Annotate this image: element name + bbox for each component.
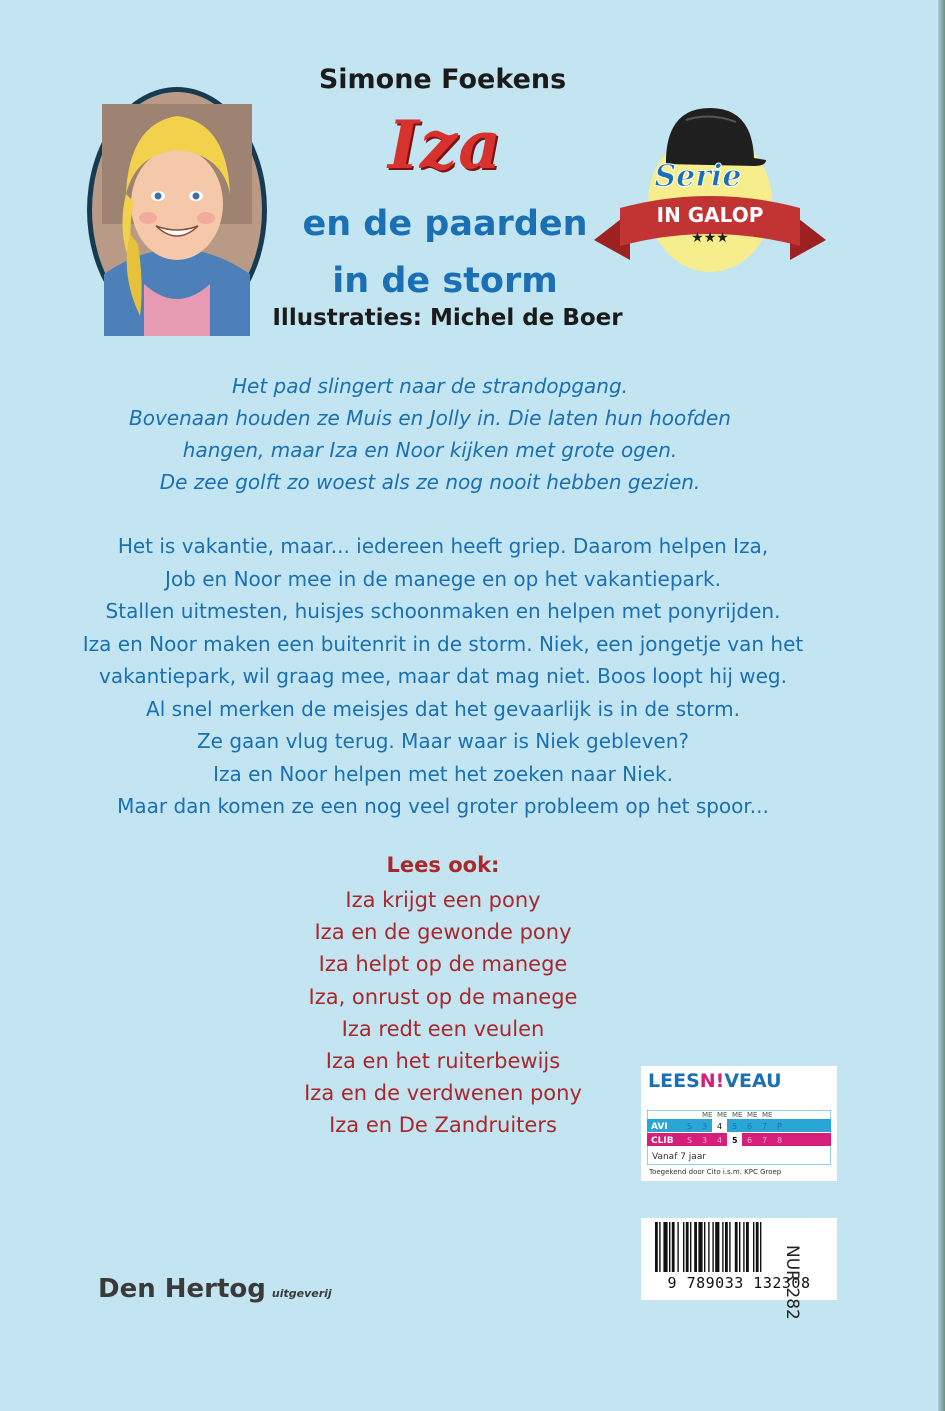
excerpt-line: Het pad slingert naar de strandopgang. [231,374,629,398]
avi-cell: 4 [717,1122,723,1131]
publisher-name: Den Hertog [98,1274,266,1304]
avi-cell: S [687,1122,693,1131]
barcode-bar [663,1222,667,1272]
barcode-bar [690,1222,691,1272]
also-read-item: Iza, onrust op de manege [308,984,578,1009]
clib-cell: 3 [702,1136,708,1145]
publisher-logo [98,1274,332,1304]
series-stars: ★★★ [691,230,729,246]
illustrator-credit: Illustraties: Michel de Boer [272,305,623,331]
barcode-bar [725,1222,728,1272]
avi-cell: 5 [732,1122,738,1131]
age-indicator: Vanaf 7 jaar [652,1152,707,1162]
portrait-illustration [84,84,270,336]
barcode-bar [739,1222,740,1272]
barcode-bar [672,1222,675,1272]
blurb-line: vakantiepark, wil graag mee, maar dat mag niet. Boos loopt hij weg. [99,664,787,688]
avi-cell: P [777,1122,782,1131]
avi-cell: 6 [747,1122,753,1131]
series-name: IN GALOP [656,203,764,227]
blurb-line: Al snel merken de meisjes dat het gevaarlijk is in de storm. [146,696,740,721]
barcode-bar [715,1222,719,1272]
isbn-barcode [641,1218,837,1300]
barcode-bar [704,1222,705,1272]
avi-cell: 7 [762,1122,768,1131]
clib-cell: S [687,1136,693,1145]
spine-edge [938,0,945,1411]
barcode-bar [735,1222,738,1272]
also-read-item: Iza en het ruiterbewijs [325,1049,561,1074]
me-cell: ME [702,1111,713,1119]
blurb-line: Het is vakantie, maar... iedereen heeft griep. Daarom helpen Iza, [117,534,769,558]
barcode-bar [756,1222,759,1272]
barcode-bar [655,1222,658,1272]
barcode-bar [669,1222,670,1272]
also-read-item: Iza krijgt een pony [345,888,541,912]
publisher-suffix: uitgeverij [271,1287,332,1300]
also-read-item: Iza helpt op de manege [318,952,568,977]
barcode-icon [641,1218,837,1274]
subtitle-line: in de storm [332,261,558,301]
author-name: Simone Foekens [318,64,567,95]
also-read-heading: Lees ook: [386,853,500,877]
logo-part: N! [699,1070,725,1092]
clib-cell: 8 [777,1136,783,1145]
blurb-line: Maar dan komen ze een nog veel groter probleem op het spoor... [117,794,769,818]
blurb-line: Iza en Noor helpen met het zoeken naar Niek. [213,761,673,786]
clib-cell: 7 [762,1136,768,1145]
me-cell: ME [732,1111,743,1119]
excerpt-line: De zee golft zo woest als ze nog nooit hebben gezien. [159,470,701,494]
clib-label: CLIB [651,1136,674,1146]
barcode-bar [746,1222,749,1272]
barcode-bar [729,1222,730,1272]
barcode-bar [694,1222,697,1272]
avi-cell: 3 [702,1122,708,1131]
clib-cell: 4 [717,1136,723,1145]
series-badge [590,100,830,275]
barcode-bar [753,1222,754,1272]
avi-label: AVI [651,1122,668,1132]
also-read-item: Iza redt een veulen [341,1016,545,1041]
barcode-bar [708,1222,709,1272]
also-read-item: Iza en de verdwenen pony [304,1081,582,1106]
book-title: Iza [387,106,503,184]
barcode-bar [659,1222,660,1272]
blurb-text [40,530,846,823]
barcode-bar [686,1222,689,1272]
excerpt-line: hangen, maar Iza en Noor kijken met grote ogen. [182,438,678,462]
subtitle-line: en de paarden [302,204,588,244]
leesniveau-label [641,1066,837,1181]
barcode-bar [683,1222,684,1272]
clib-cell: 6 [747,1136,753,1145]
blurb-line: Iza en Noor maken een buitenrit in de storm. Niek, een jongetje van het [82,631,804,656]
barcode-bar [698,1222,702,1272]
barcode-bar [722,1222,723,1272]
book-subtitle [245,196,645,310]
also-read-list [243,884,643,1142]
leesniveau-logo [648,1070,782,1092]
blurb-line: Stallen uitmesten, huisjes schoonmaken en helpen met ponyrijden. [105,599,781,623]
logo-part: LEES [648,1070,700,1092]
excerpt-line: Bovenaan houden ze Muis en Jolly in. Die laten hun hoofden [129,406,731,430]
blurb-line: Job en Noor mee in de manege en op het vakantiepark. [165,566,721,591]
me-cell: ME [762,1111,773,1119]
barcode-bar [743,1222,744,1272]
excerpt-text [60,370,800,498]
clib-cell: 5 [732,1136,738,1145]
me-cell: ME [747,1111,758,1119]
barcode-bar [677,1222,678,1272]
blurb-line: Ze gaan vlug terug. Maar waar is Niek gebleven? [196,729,690,753]
series-word: Serie [654,159,742,194]
level-credit: Toegekend door Cito i.s.m. KPC Groep [649,1168,782,1176]
also-read-item: Iza en De Zandruiters [329,1113,557,1138]
logo-part: VEAU [724,1070,782,1092]
barcode-bar [712,1222,713,1272]
nur-code: NUR 282 [782,1245,802,1320]
me-cell: ME [717,1111,728,1119]
barcode-bar [760,1222,761,1272]
also-read-item: Iza en de gewonde pony [314,920,572,945]
isbn-number: 9 789033 132308 [667,1274,811,1292]
